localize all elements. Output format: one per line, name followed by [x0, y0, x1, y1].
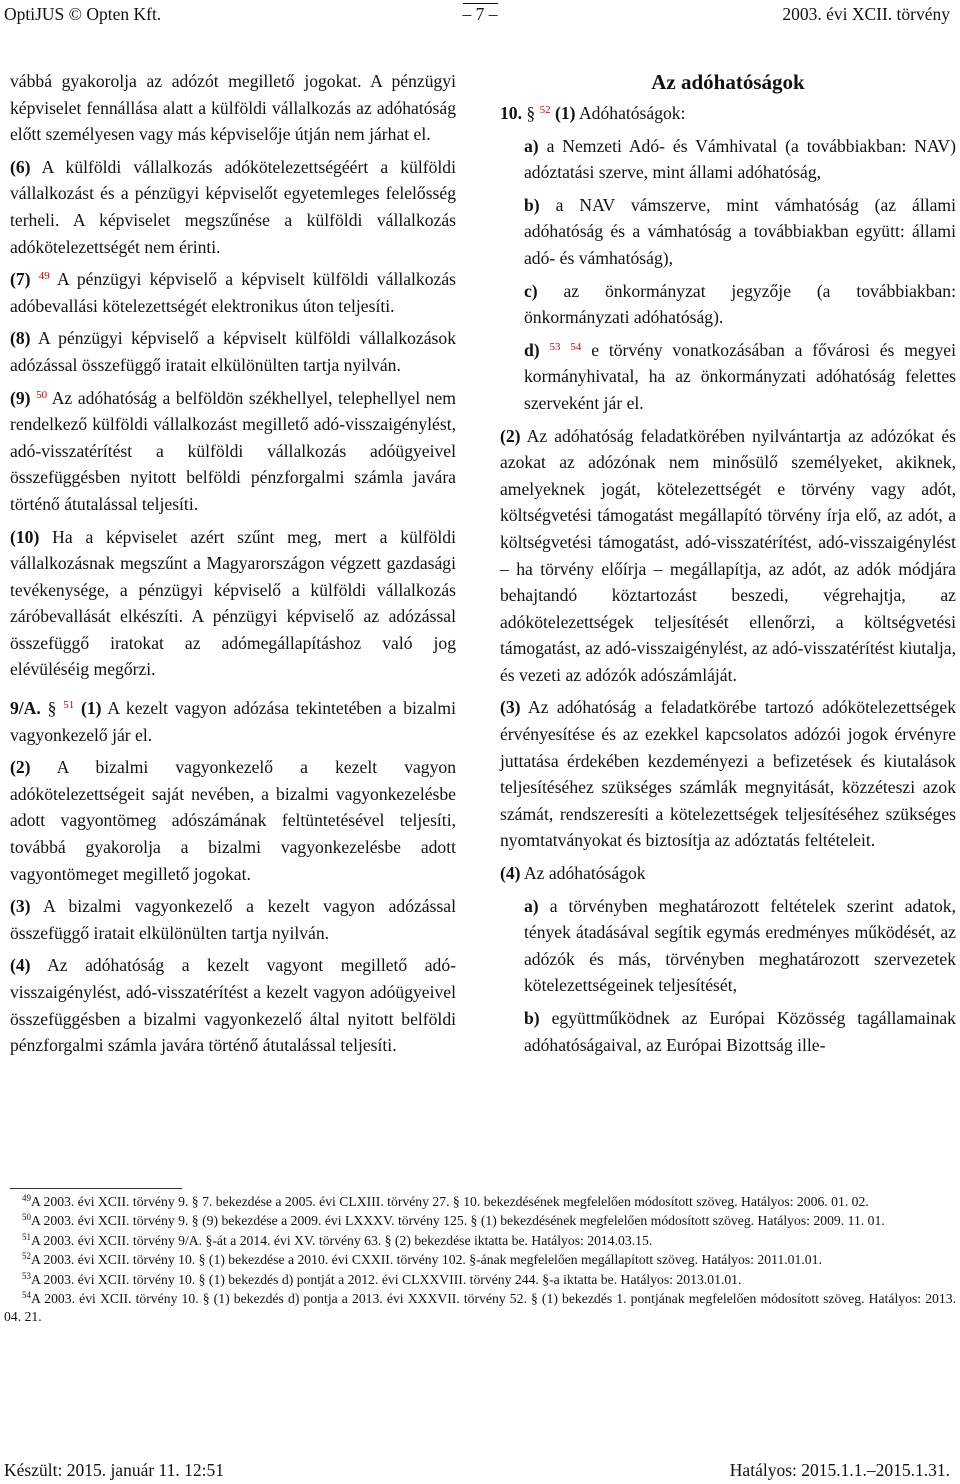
list-item-b: [524, 192, 956, 272]
paragraph-text: Az adóhatóság a feladatkörébe tartozó adókötelezettségek érvényesítése és az ezekkel kapcsolatos adózói jogok érvényre juttatása érdekében kezdeményezi a befizetések és kiutalások teljesítéséhez szükséges számlák megnyitását, közzéteszi azok számát, rendszeresíti a kötelezettségek teljesítéséhez szükséges nyomtatványokat és biztosítja az adóztatás feltételeit.: [500, 697, 956, 851]
footnote-number: 53: [22, 1270, 31, 1281]
section-mark: §: [47, 698, 57, 719]
footnote-number: 52: [22, 1251, 31, 1262]
paragraph-text: Az adóhatóság a kezelt vagyont megillető adó-visszaigénylést, adó-visszatérítést a kezelt vagyon adóügyeivel összefüggésben a bizalmi vagyonkezelő által nyitott belföldi pénzforgalmi számla javára történő átutalással teljesíti.: [10, 955, 456, 1056]
paragraph-number: (7): [10, 269, 31, 290]
paragraph-text: Az adóhatóság feladatkörében nyilvántartja az adózókat és azokat az adózónak nem minősülő személyeket, akiknek, amelyeknek jogát, kötelezettségét e törvény vagy adót, költségvetési támogatást megállapító törvény írja elő, az adót, a költségvetési támogatást, adó-visszatérítést, adó-visszaigénylést – ha törvény előírja – megállapítja, az adót, az adók módjára behajtandó köztartozást beszedi, végrehajtja, az adókötelezettségek teljesítését ellenőrzi, a költségvetési támogatást, az adó-visszaigénylést, az adó-visszatérítést kiutalja, és vezeti az adózók adószámláját.: [500, 425, 957, 685]
list-label: d): [524, 339, 540, 360]
list-text: a NAV vámszerve, mint vámhatóság (az állami adóhatóság és a vámhatóság a továbbiakban együtt: állami adó- és vámhatóság),: [524, 194, 956, 268]
paragraph-text: Ha a képviselet azért szűnt meg, mert a külföldi vállalkozásnak megszűnt a Magyarországon végzett gazdasági tevékenysége, a pénzügyi képviselő a külföldi vállalkozás záróbevallását elkészíti. A pénzügyi képviselő az adózással összefüggő iratokat az adómegállapításhoz való jog elévüléséig megőrzi.: [10, 526, 456, 680]
paragraph-number: (4): [500, 863, 521, 884]
paragraph-number: (1): [81, 698, 102, 719]
paragraph-number: (10): [10, 526, 40, 547]
paragraph-text: Az adóhatóságok: [523, 863, 646, 884]
list-label: a): [524, 135, 539, 156]
list-label: b): [524, 194, 540, 215]
section-9a: [10, 695, 456, 748]
section-number: 9/A.: [10, 698, 41, 719]
paragraph-number: (8): [10, 328, 31, 349]
paragraph-4: [500, 860, 956, 887]
footnote-number: 51: [22, 1231, 31, 1242]
footnote-text: A 2003. évi XCII. törvény 10. § (1) bekezdése a 2010. évi CXXII. törvény 102. §-ának megfelelően megállapított szöveg. Hatályos: 2011.01.01.: [31, 1252, 822, 1268]
section-number: 10.: [500, 103, 522, 123]
list-label: b): [524, 1008, 540, 1028]
footnote-ref[interactable]: 52: [539, 104, 551, 116]
list-item-4b: [524, 1005, 956, 1058]
paragraph-number: (3): [500, 697, 521, 718]
paragraph-text: A bizalmi vagyonkezelő a kezelt vagyon adózással összefüggő iratait elkülönülten tartja nyilván.: [10, 896, 456, 943]
list-label: a): [524, 895, 539, 916]
section-9a-paragraph-4: [10, 952, 456, 1058]
list-text: a törvényben meghatározott feltételek szerint adatok, tények átadásával segítik egymás eredményes működését, az adózók és más, törvényben meghatározott szervezetek kötelezettségeinek teljesítését,: [524, 895, 957, 996]
footnote: [4, 1290, 956, 1326]
paragraph-2: [500, 423, 956, 689]
list-item-d: [524, 337, 956, 417]
footnote-text: A 2003. évi XCII. törvény 10. § (1) bekezdés d) pontja a 2013. évi XXXVII. törvény 52. § (1) bekezdés 1. pontjának megfelelően módosított szöveg. Hatályos: 2013. 04. 21.: [4, 1290, 956, 1325]
paragraph-number: (3): [10, 896, 31, 917]
list-label: c): [524, 280, 538, 301]
footnote-text: A 2003. évi XCII. törvény 10. § (1) bekezdés d) pontját a 2012. évi CLXXVIII. törvény 244. §-a iktatta be. Hatályos: 2013.01.01.: [31, 1271, 742, 1287]
paragraph-text: vábbá gyakorolja az adózót megillető jogokat. A pénzügyi képviselet fennállása alatt a külföldi vállalkozás az adóhatóság előtt személyesen vagy más képviselője útján nem járhat el.: [10, 71, 456, 145]
section-title: Az adóhatóságok: [651, 70, 805, 94]
paragraph-10: [10, 524, 456, 684]
footnote-number: 49: [22, 1193, 31, 1203]
footnotes: [4, 1193, 956, 1328]
footnote: [4, 1193, 956, 1211]
paragraph-8: [10, 325, 456, 378]
footnote-number: 54: [22, 1289, 31, 1300]
footnote-number: 50: [22, 1212, 31, 1223]
list-text: együttműködnek az Európai Közösség tagállamainak adóhatóságaival, az Európai Bizottság ille-: [524, 1008, 956, 1055]
paragraph-continuation: [10, 68, 456, 148]
footnote-ref[interactable]: 49: [38, 270, 50, 283]
list-item-a: [524, 133, 956, 186]
footnote-text: A 2003. évi XCII. törvény 9. § (9) bekezdése a 2009. évi LXXXV. törvény 125. § (1) bekezdésének megfelelően módosított szöveg. Hatályos: 2009. 11. 01.: [31, 1213, 885, 1229]
paragraph-text: Az adóhatóság a belföldön székhellyel, telephellyel nem rendelkező külföldi vállalkozást megillető adó-visszaigénylést, adó-visszatérítést a külföldi vállalkozás adóügyeivel összefüggésben nyitott belföldi pénzforgalmi számla javára történő átutalással teljesíti.: [10, 387, 456, 514]
list-item-4a: [524, 893, 956, 999]
paragraph-number: (1): [555, 103, 576, 123]
paragraph-text: A külföldi vállalkozás adókötelezettségéért a külföldi vállalkozást és a pénzügyi képviselőt egyetemleges felelősség terheli. A képviselet megszűnése a külföldi vállalkozás adókötelezettségét nem érinti.: [10, 156, 456, 257]
footnote-ref[interactable]: 51: [63, 699, 75, 712]
paragraph-7: [10, 266, 456, 319]
list-item-c: [524, 278, 956, 331]
section-mark: §: [526, 103, 536, 123]
footnote: [4, 1251, 956, 1269]
footnote: [4, 1212, 956, 1230]
section-9a-paragraph-3: [10, 893, 456, 946]
section-9a-paragraph-2: [10, 754, 456, 887]
page-number: [400, 2, 560, 32]
list-text: az önkormányzat jegyzője (a továbbiakban: önkormányzati adóhatóság).: [524, 280, 956, 328]
page-number-text: – 7 –: [462, 4, 498, 24]
header-right: 2003. évi XCII. törvény: [782, 4, 950, 24]
paragraph-3: [500, 694, 956, 854]
paragraph-number: (2): [10, 757, 31, 778]
footnote-ref[interactable]: 50: [36, 388, 48, 401]
footnote-text: A 2003. évi XCII. törvény 9. § 7. bekezdése a 2005. évi CLXIII. törvény 27. § 10. bekezdésének megfelelően módosított szöveg. Hatályos: 2006. 01. 02.: [31, 1194, 869, 1209]
paragraph-text: Adóhatóságok:: [578, 103, 686, 123]
paragraph-text: A pénzügyi képviselő a képviselt külföldi vállalkozás adóbevallási kötelezettségét elektronikus úton teljesíti.: [10, 269, 456, 316]
footnote-ref[interactable]: 53: [549, 340, 561, 353]
left-column: [10, 68, 456, 1065]
list-text: e törvény vonatkozásában a fővárosi és megyei kormányhivatal, ha az önkormányzati adóhatóság felettes szerveként jár el.: [524, 339, 957, 413]
footnote: [4, 1271, 956, 1289]
header-left: OptiJUS © Opten Kft.: [4, 4, 162, 24]
footnote: [4, 1232, 956, 1250]
paragraph-number: (6): [10, 156, 31, 177]
paragraph-text: A pénzügyi képviselő a képviselt külföldi vállalkozások adózással összefüggő iratait elkülönülten tartja nyilván.: [10, 328, 456, 375]
right-column: [500, 68, 956, 1064]
paragraph-9: [10, 385, 456, 518]
paragraph-number: (2): [500, 425, 521, 446]
footer-created: Készült: 2015. január 11. 12:51: [4, 1460, 225, 1480]
footnote-divider: [10, 1188, 182, 1189]
paragraph-text: A bizalmi vagyonkezelő a kezelt vagyon adókötelezettségeit saját nevében, a bizalmi vagyonkezelésbe adott vagyontömeg adószámának feltüntetésével teljesíti, továbbá gyakorolja a bizalmi vagyonkezelésbe adott vagyontömeget megillető jogokat.: [10, 757, 456, 884]
footnote-ref[interactable]: 54: [570, 340, 582, 353]
list-text: a Nemzeti Adó- és Vámhivatal (a továbbiakban: NAV) adóztatási szerve, mint állami adóhatóság,: [524, 135, 956, 183]
section-10: [500, 100, 956, 127]
footer-effective: Hatályos: 2015.1.1.–2015.1.31.: [729, 1460, 950, 1480]
paragraph-text: A kezelt vagyon adózása tekintetében a bizalmi vagyonkezelő jár el.: [10, 698, 456, 745]
paragraph-6: [10, 154, 456, 260]
paragraph-number: (9): [10, 387, 31, 408]
paragraph-number: (4): [10, 955, 31, 976]
footnote-text: A 2003. évi XCII. törvény 9/A. §-át a 2014. évi XV. törvény 63. § (2) bekezdése iktatta be. Hatályos: 2014.03.15.: [31, 1232, 653, 1248]
